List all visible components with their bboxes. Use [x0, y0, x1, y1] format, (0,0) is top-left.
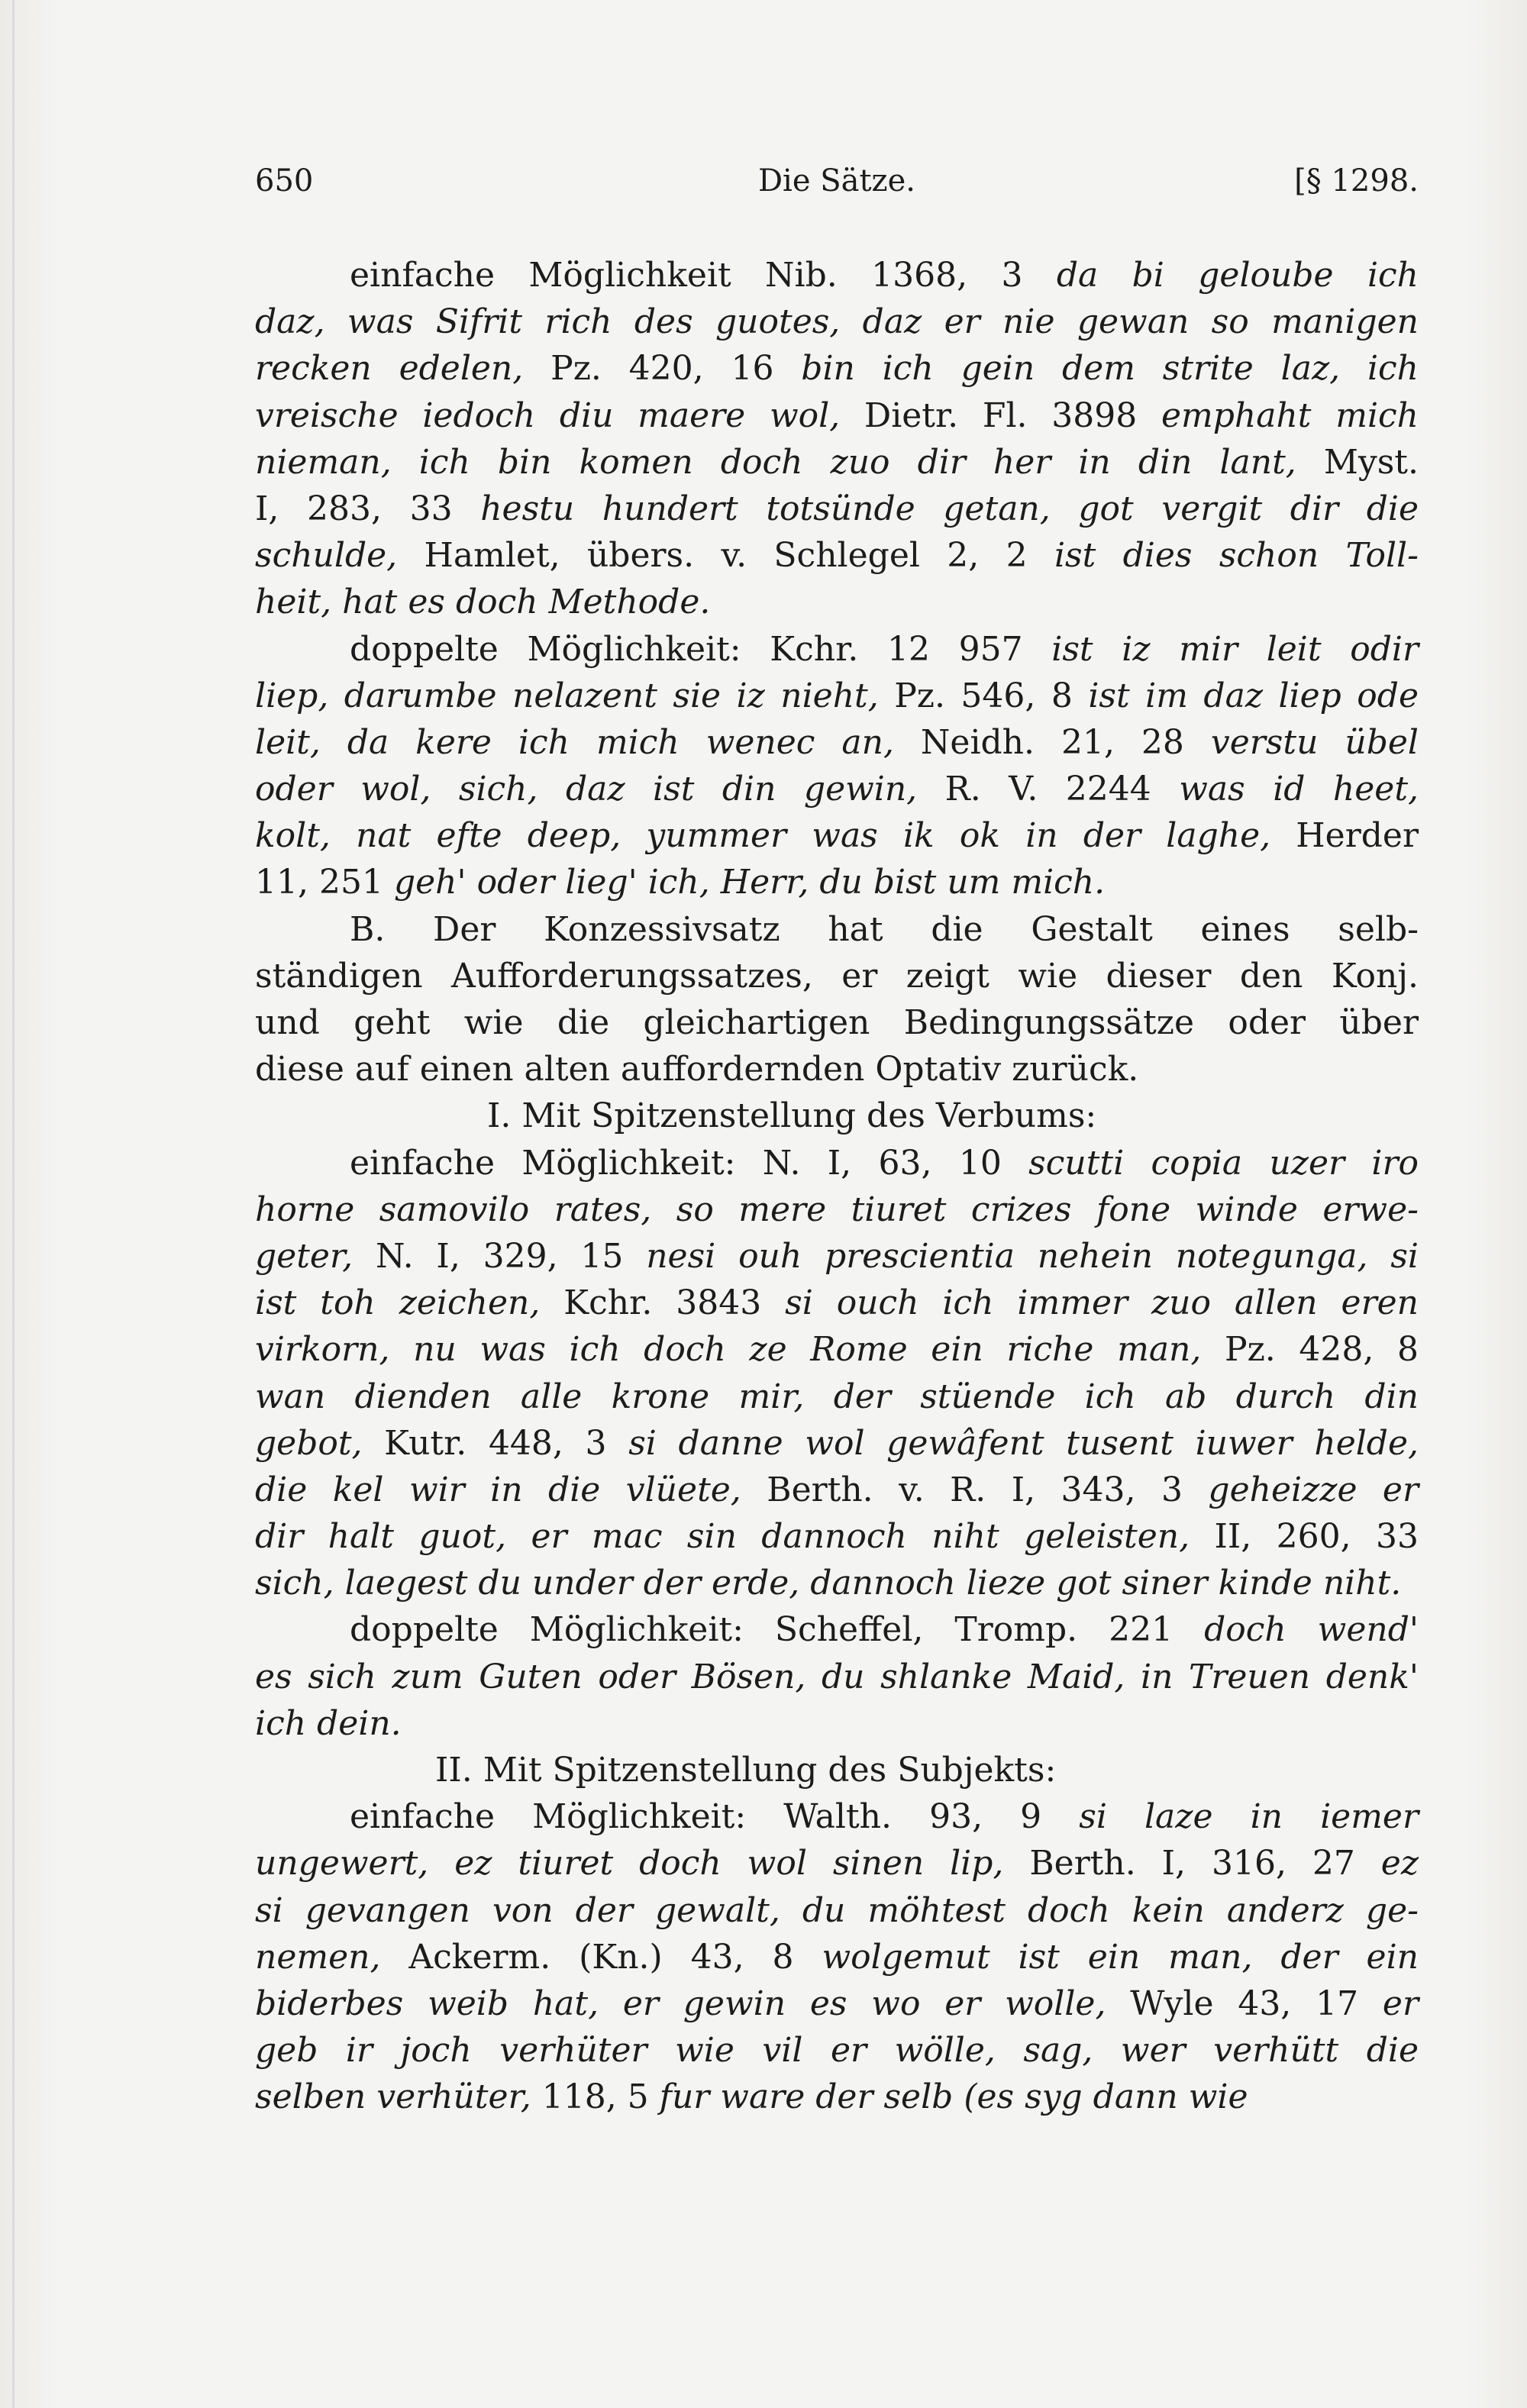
italic-quotation: hestu hundert totsünde getan, got vergit dir die: [480, 489, 1419, 528]
italic-quotation: biderbes weib hat, er gewin es wo er wolle,: [255, 1984, 1106, 2023]
paragraph: [255, 626, 1419, 906]
text-line: [255, 532, 1419, 579]
text-line: [255, 1326, 1419, 1373]
italic-quotation: liep, darumbe nelazent sie iz nieht,: [255, 676, 879, 715]
text-line: [255, 439, 1419, 486]
text-line: [255, 1233, 1419, 1280]
text-run: 11, 251: [255, 863, 394, 902]
italic-quotation: virkorn, nu was ich doch ze Rome ein riche man,: [255, 1330, 1202, 1370]
italic-quotation: geheizze er: [1208, 1470, 1419, 1509]
text-run: I, 283, 33: [255, 489, 481, 528]
text-run: einfache Möglichkeit Nib. 1368, 3: [350, 256, 1057, 295]
italic-quotation: schulde,: [255, 536, 398, 576]
text-line: [255, 953, 1419, 999]
text-run: einfache Möglichkeit: N. I, 63, 10: [350, 1143, 1029, 1183]
paragraph: [255, 252, 1419, 626]
paragraph: [255, 906, 1419, 1093]
italic-quotation: emphaht mich: [1161, 395, 1419, 435]
italic-quotation: nemen,: [255, 1937, 381, 1977]
italic-quotation: verstu übel: [1210, 722, 1419, 762]
text-run: doppelte Möglichkeit: Kchr. 12 957: [350, 629, 1052, 669]
text-run: II. Mit Spitzenstellung des Subjekts:: [435, 1751, 1057, 1790]
text-run: II, 260, 33: [1190, 1517, 1419, 1557]
text-line: [255, 1654, 1419, 1700]
text-line: [255, 252, 1419, 299]
text-line: [255, 1560, 1419, 1606]
italic-quotation: ist iz mir leit odir: [1051, 629, 1419, 669]
text-line: [255, 1887, 1419, 1934]
text-line: [255, 859, 1419, 905]
text-line: [255, 673, 1419, 719]
text-line: [255, 1747, 1419, 1793]
text-line: [255, 1186, 1419, 1233]
text-run: N. I, 329, 15: [353, 1236, 647, 1276]
italic-quotation: ich dein.: [255, 1703, 402, 1743]
body-text: [255, 252, 1419, 2121]
text-line: [255, 1280, 1419, 1326]
text-run: Neidh. 21, 28: [893, 722, 1211, 762]
italic-quotation: geter,: [255, 1236, 354, 1276]
italic-quotation: scutti copia uzer iro: [1028, 1143, 1419, 1183]
text-line: [255, 1934, 1419, 1980]
text-run: Wyle 43, 17: [1106, 1984, 1383, 2023]
page-number: 650: [255, 163, 314, 199]
paragraph: [255, 1140, 1419, 1607]
italic-quotation: was id heet,: [1179, 770, 1419, 809]
text-run: Dietr. Fl. 3898: [840, 395, 1161, 435]
text-line: [255, 719, 1419, 766]
text-line: [255, 1980, 1419, 2027]
italic-quotation: si danne wol gewâfent tusent iuwer helde,: [628, 1423, 1419, 1463]
text-line: [255, 1093, 1419, 1139]
italic-quotation: oder wol, sich, daz ist din gewin,: [255, 770, 918, 809]
italic-quotation: geb ir joch verhüter wie vil er wölle, sag, wer verhütt die: [255, 2031, 1419, 2071]
text-line: [255, 486, 1419, 532]
text-run: R. V. 2244: [917, 770, 1180, 809]
italic-quotation: gebot,: [255, 1423, 363, 1463]
italic-quotation: ist im daz liep ode: [1088, 676, 1419, 715]
text-line: [255, 299, 1419, 345]
italic-quotation: si ouch ich immer zuo allen eren: [785, 1283, 1419, 1323]
text-line: [255, 1840, 1419, 1887]
text-line: [255, 999, 1419, 1046]
text-run: Pz. 546, 8: [878, 676, 1089, 715]
text-run: doppelte Möglichkeit: Scheffel, Tromp. 221: [350, 1610, 1205, 1650]
text-line: [255, 812, 1419, 859]
italic-quotation: bin ich gein dem strite laz, ich: [801, 349, 1419, 389]
text-line: [255, 626, 1419, 673]
italic-quotation: horne samovilo rates, so mere tiuret crizes fone winde erwe-: [255, 1189, 1419, 1229]
italic-quotation: daz, was Sifrit rich des guotes, daz er nie gewan so manigen: [255, 302, 1419, 342]
running-title: Die Sätze.: [757, 163, 916, 199]
text-run: Kchr. 3843: [540, 1283, 786, 1323]
text-line: [255, 906, 1419, 953]
italic-quotation: ungewert, ez tiuret doch wol sinen lip,: [255, 1844, 1004, 1883]
text-line: [255, 392, 1419, 439]
italic-quotation: wan dienden alle krone mir, der stüende ich ab durch din: [255, 1377, 1419, 1416]
text-line: [255, 1140, 1419, 1186]
paragraph: [255, 1793, 1419, 2120]
paragraph: [255, 1093, 1419, 1139]
italic-quotation: nieman, ich bin komen doch zuo dir her in din lant,: [255, 442, 1296, 482]
text-run: Ackerm. (Kn.) 43, 8: [380, 1937, 822, 1977]
text-run: Berth. v. R. I, 343, 3: [741, 1470, 1209, 1509]
text-line: [255, 1467, 1419, 1513]
text-run: Pz. 428, 8: [1201, 1330, 1419, 1370]
italic-quotation: nesi ouh prescientia nehein notegunga, si: [646, 1236, 1419, 1276]
text-run: und geht wie die gleichartigen Bedingungssätze oder über: [255, 1003, 1419, 1042]
italic-quotation: dir halt guot, er mac sin dannoch niht geleisten,: [255, 1517, 1190, 1557]
text-run: B. Der Konzessivsatz hat die Gestalt eines selb-: [350, 909, 1419, 949]
italic-quotation: heit, hat es doch Methode.: [255, 583, 711, 622]
text-run: ständigen Aufforderungssatzes, er zeigt wie dieser den Konj.: [255, 956, 1419, 996]
italic-quotation: fur ware der selb (es syg dann wie: [659, 2077, 1248, 2117]
text-run: Herder: [1270, 816, 1419, 856]
text-line: [255, 1420, 1419, 1467]
text-line: [255, 579, 1419, 625]
italic-quotation: si gevangen von der gewalt, du möhtest doch kein anderz ge-: [255, 1890, 1419, 1930]
italic-quotation: si laze in iemer: [1079, 1797, 1419, 1837]
italic-quotation: sich, laegest du under der erde, dannoch lieze got siner kinde niht.: [255, 1564, 1402, 1603]
italic-quotation: vreische iedoch diu maere wol,: [255, 395, 841, 435]
italic-quotation: da bi geloube ich: [1056, 256, 1419, 295]
italic-quotation: wolgemut ist ein man, der ein: [822, 1937, 1419, 1977]
text-line: [255, 1373, 1419, 1420]
text-run: Hamlet, übers. v. Schlegel 2, 2: [397, 536, 1054, 576]
text-line: [255, 2074, 1419, 2120]
text-run: Berth. I, 316, 27: [1003, 1844, 1381, 1883]
running-header: [255, 163, 1419, 209]
text-line: [255, 1700, 1419, 1747]
italic-quotation: die kel wir in die vlüete,: [255, 1470, 741, 1509]
text-run: Kutr. 448, 3: [362, 1423, 629, 1463]
text-line: [255, 1513, 1419, 1560]
text-run: Pz. 420, 16: [523, 349, 802, 389]
italic-quotation: recken edelen,: [255, 349, 524, 389]
text-line: [255, 345, 1419, 392]
italic-quotation: ist dies schon Toll-: [1054, 536, 1419, 576]
italic-quotation: geh' oder lieg' ich, Herr, du bist um mich.: [393, 863, 1106, 902]
text-line: [255, 1793, 1419, 1840]
text-run: I. Mit Spitzenstellung des Verbums:: [487, 1096, 1097, 1136]
italic-quotation: es sich zum Guten oder Bösen, du shlanke Maid, in Treuen denk': [255, 1657, 1419, 1696]
paragraph: [255, 1747, 1419, 1793]
italic-quotation: kolt, nat efte deep, yummer was ik ok in der laghe,: [255, 816, 1271, 856]
italic-quotation: doch wend': [1204, 1610, 1419, 1650]
text-line: [255, 1606, 1419, 1653]
text-run: diese auf einen alten auffordernden Optativ zurück.: [255, 1050, 1139, 1089]
section-reference: [§ 1298.: [1294, 163, 1419, 199]
text-line: [255, 2027, 1419, 2074]
italic-quotation: er: [1382, 1984, 1419, 2023]
text-run: einfache Möglichkeit: Walth. 93, 9: [350, 1797, 1080, 1837]
italic-quotation: leit, da kere ich mich wenec an,: [255, 722, 894, 762]
text-run: Myst.: [1296, 442, 1419, 482]
text-line: [255, 766, 1419, 812]
italic-quotation: selben verhüter,: [255, 2077, 531, 2117]
italic-quotation: ez: [1380, 1844, 1419, 1883]
page-edge-shadow: [12, 0, 15, 2408]
italic-quotation: ist toh zeichen,: [255, 1283, 541, 1323]
paragraph: [255, 1606, 1419, 1747]
text-run: 118, 5: [531, 2077, 660, 2117]
text-line: [255, 1046, 1419, 1093]
